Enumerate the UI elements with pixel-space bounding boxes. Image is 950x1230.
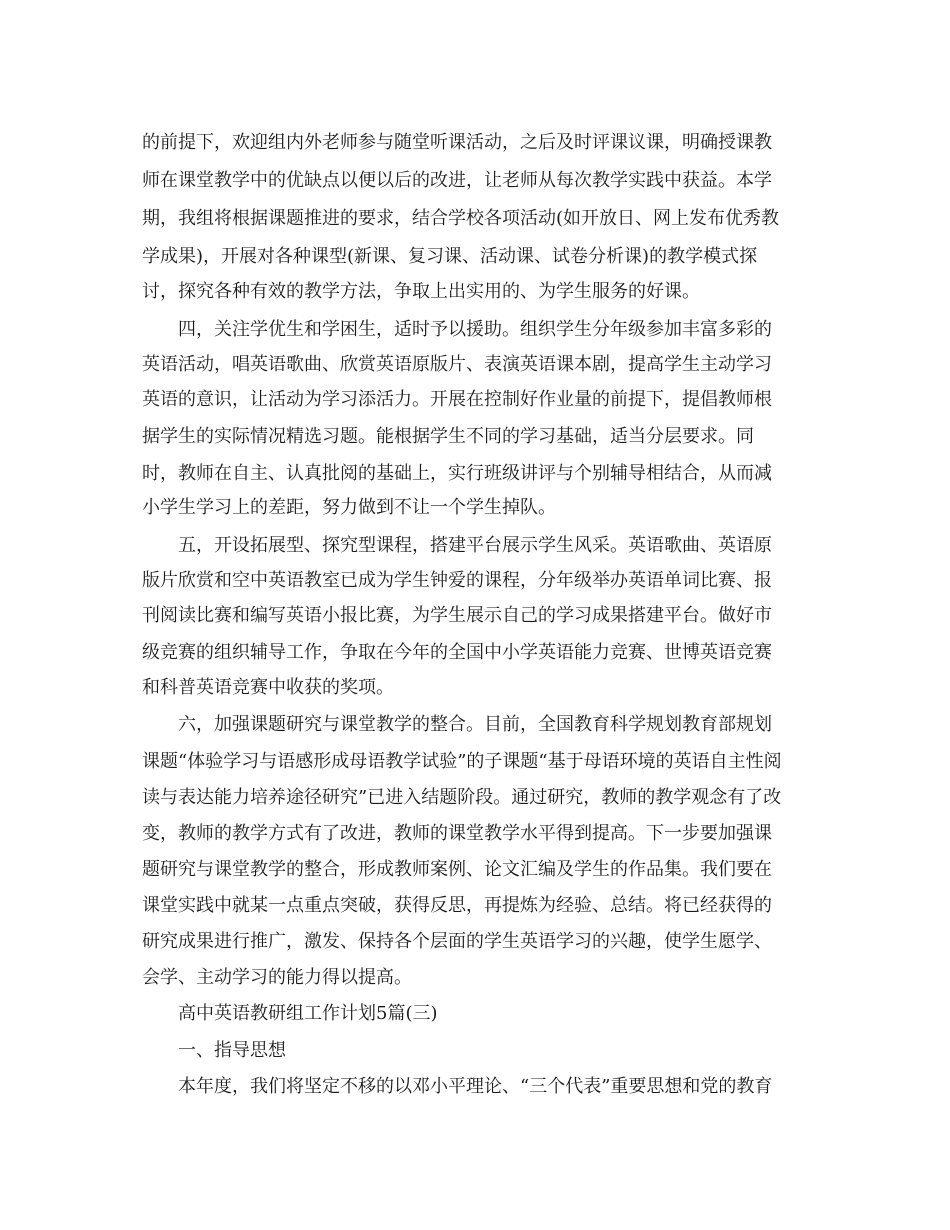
text-line: 学成果)，开展对各种课型(新课、复习课、活动课、试卷分析课)的教学模式探 [142,246,758,267]
text-line: 级竞赛的组织辅导工作，争取在今年的全国中小学英语能力竞赛、世博英语竞赛 [142,642,772,663]
text-line: 期，我组将根据课题推进的要求，结合学校各项活动(如开放日、网上发布优秀教 [142,208,780,229]
text-line: 会学、主动学习的能力得以提高。 [142,967,412,988]
text-line: 题研究与课堂教学的整合，形成教师案例、论文汇编及学生的作品集。我们要在 [142,859,772,880]
text-line: 讨，探究各种有效的教学方法，争取上出实用的、为学生服务的好课。 [142,281,700,302]
paragraph-four-first-line: 四，关注学优生和学困生，适时予以援助。组织学生分年级参加丰富多彩的 [178,319,772,340]
paragraph-six-first-line: 六，加强课题研究与课堂教学的整合。目前，全国教育科学规划教育部规划 [178,714,772,735]
text-line: 和科普英语竞赛中收获的奖项。 [142,677,394,698]
section-heading: 高中英语教研组工作计划5篇(三) [178,1003,438,1024]
text-line: 读与表达能力培养途径研究”已进入结题阶段。通过研究，教师的教学观念有了改 [142,787,782,808]
text-line: 研究成果进行推广，激发、保持各个层面的学生英语学习的兴趣，使学生愿学、 [142,931,772,952]
text-line: 版片欣赏和空中英语教室已成为学生钟爱的课程，分年级举办英语单词比赛、报 [142,570,772,591]
text-line: 刊阅读比赛和编写英语小报比赛，为学生展示自己的学习成果搭建平台。做好市 [142,605,772,626]
text-line: 的前提下，欢迎组内外老师参与随堂听课活动，之后及时评课议课，明确授课教 [142,132,772,153]
text-line: 英语的意识，让活动为学习添活力。开展在控制好作业量的前提下，提倡教师根 [142,389,772,410]
text-line: 变，教师的教学方式有了改进，教师的课堂教学水平得到提高。下一步要加强课 [142,823,772,844]
text-line: 英语活动，唱英语歌曲、欣赏英语原版片、表演英语课本剧，提高学生主动学习 [142,354,772,375]
text-line: 师在课堂教学中的优缺点以便以后的改进，让老师从每次教学实践中获益。本学 [142,170,772,191]
text-line: 本年度，我们将坚定不移的以邓小平理论、“三个代表”重要思想和党的教育 [178,1076,773,1097]
paragraph-five-first-line: 五，开设拓展型、探究型课程，搭建平台展示学生风采。英语歌曲、英语原 [178,535,772,556]
text-line: 据学生的实际情况精选习题。能根据学生不同的学习基础，适当分层要求。同 [142,426,754,447]
subsection-heading: 一、指导思想 [178,1040,286,1061]
text-line: 课堂实践中就某一点重点突破，获得反思，再提炼为经验、总结。将已经获得的 [142,895,772,916]
text-line: 课题“体验学习与语感形成母语教学试验”的子课题“基于母语环境的英语自主性阅 [142,751,782,772]
text-line: 时，教师在自主、认真批阅的基础上，实行班级讲评与个别辅导相结合，从而减 [142,463,772,484]
text-line: 小学生学习上的差距，努力做到不让一个学生掉队。 [142,497,556,518]
